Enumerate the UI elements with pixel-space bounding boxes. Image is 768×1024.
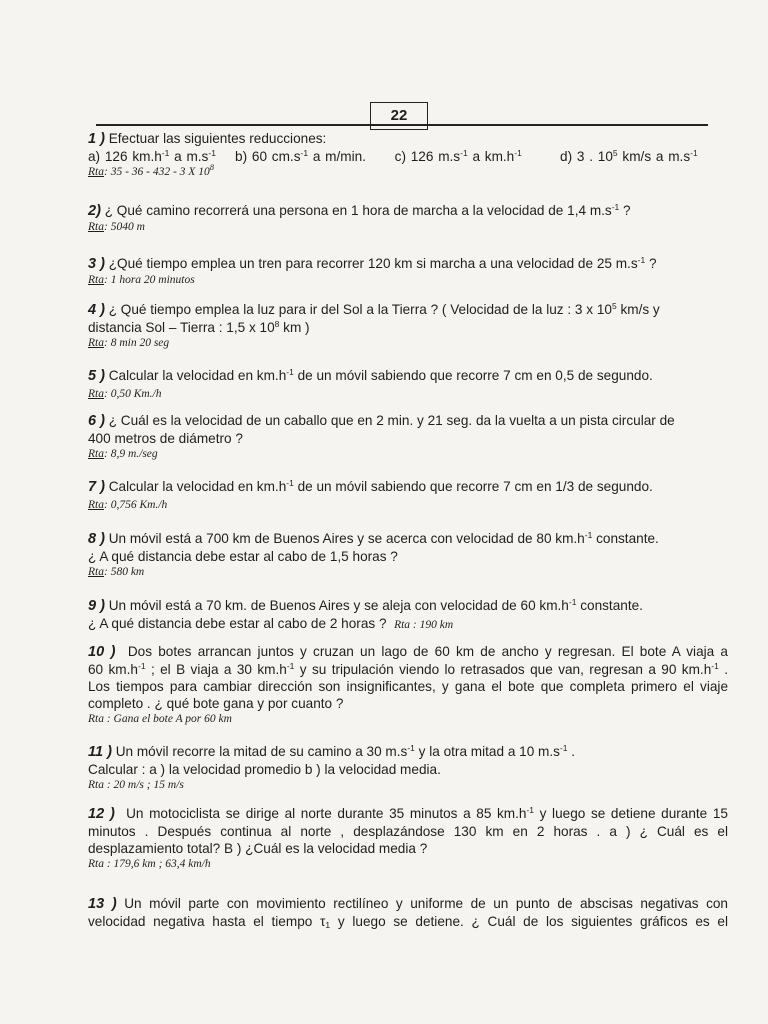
- problem-number: 9 ): [88, 598, 105, 614]
- problem-text: ¿ Cuál es la velocidad de un caballo que en 2 min. y 21 seg. da la vuelta a un pista circular de: [108, 413, 675, 428]
- problem-2: [88, 202, 728, 234]
- answer: Rta: 35 - 36 - 432 - 3 X $10^8$: [88, 162, 214, 178]
- answer: Rta : 179,6 km ; 63,4 km/h: [88, 858, 211, 870]
- problem-text-cont: minutos . Después continua al norte , desplazándose 130 km en 2 horas . a ) ¿ Cuál es el: [88, 824, 728, 839]
- problem-number: 8 ): [88, 531, 105, 547]
- problem-12: [88, 805, 728, 871]
- problem-number: 5 ): [88, 368, 105, 384]
- problem-text-cont: Calcular : a ) la velocidad promedio b ) la velocidad media.: [88, 762, 441, 777]
- problem-number: 3 ): [88, 256, 105, 272]
- item-c: c) 126 $m.s^{-1}$ a $km.h^{-1}$: [394, 148, 522, 164]
- problem-text: ¿Qué tiempo emplea un tren para recorrer 120 km si marcha a una velocidad de 25 $m.s^{-1}$ ?: [108, 255, 657, 271]
- answer: Rta: 580 km: [88, 566, 145, 578]
- problem-text: Calcular la velocidad en $km.h^{-1}$ de un móvil sabiendo que recorre 7 cm en 1/3 de segundo.: [108, 478, 653, 494]
- problem-5: [88, 367, 728, 401]
- problem-text: Un móvil está a 70 km. de Buenos Aires y se aleja con velocidad de 60 $km.h^{-1}$ constante.: [108, 597, 643, 613]
- answer: Rta: 8 min 20 seg: [88, 337, 170, 349]
- answer: Rta : 190 km: [394, 619, 454, 631]
- problem-number: 2): [88, 203, 101, 219]
- page-number: 22: [370, 102, 428, 130]
- answer: Rta: 0,756 Km./h: [88, 499, 168, 511]
- problem-text-cont: ¿ A qué distancia debe estar al cabo de 1,5 horas ?: [88, 549, 398, 564]
- problem-number: 6 ): [88, 413, 105, 429]
- item-d: d) 3 . $10^5$ km/s a $m.s^{-1}$: [560, 148, 698, 164]
- problem-text-cont: distancia Sol – Tierra : 1,5 x $10^8$ km ): [88, 319, 310, 335]
- problem-text-cont: velocidad negativa hasta el tiempo $\tau_1$ y luego se detiene. ¿ Cuál de los siguientes gráficos es el: [88, 914, 728, 930]
- answer: Rta: 5040 m: [88, 221, 145, 233]
- problem-4: [88, 301, 728, 350]
- item-b: b) 60 $cm.s^{-1}$ a m/min.: [235, 148, 366, 164]
- problem-11: [88, 743, 728, 792]
- problem-text: Calcular la velocidad en $km.h^{-1}$ de un móvil sabiendo que recorre 7 cm en 0,5 de segundo.: [108, 367, 653, 383]
- problem-text: Un móvil está a 700 km de Buenos Aires y se acerca con velocidad de 80 $km.h^{-1}$ constante.: [108, 530, 659, 546]
- problem-text: Dos botes arrancan juntos y cruzan un lago de 60 km de ancho y regresan. El bote A viaja a: [127, 644, 728, 659]
- problem-number: 4 ): [88, 302, 105, 318]
- problem-6: [88, 412, 728, 461]
- problem-number: 10 ): [88, 644, 116, 660]
- problem-text: Un motociclista se dirige al norte durante 35 minutos a 85 $km.h^{-1}$ y luego se detiene durante 15: [126, 805, 728, 821]
- problem-13: [88, 895, 728, 930]
- problem-9: [88, 597, 728, 632]
- problem-1: [88, 130, 728, 179]
- problem-text-cont: completo . ¿ qué bote gana y por cuanto ?: [88, 696, 344, 711]
- problem-text: ¿ Qué tiempo emplea la luz para ir del Sol a la Tierra ? ( Velocidad de la luz : 3 x $10^5$ km/s y: [108, 301, 660, 317]
- answer: Rta: 1 hora 20 minutos: [88, 274, 195, 286]
- header-rule: [96, 124, 708, 126]
- problem-text: Efectuar las siguientes reducciones:: [108, 131, 327, 146]
- problem-10: [88, 643, 728, 726]
- problem-number: 13 ): [88, 896, 117, 912]
- problem-text-cont: desplazamiento total? B ) ¿Cuál es la velocidad media ?: [88, 841, 428, 856]
- answer: Rta : Gana el bote A por 60 km: [88, 713, 232, 725]
- problem-8: [88, 530, 728, 579]
- problem-text-cont: Los tiempos para cambiar dirección son insignificantes, y gana el bote que completa primero el viaje: [88, 679, 728, 694]
- problem-text-cont: 60 $km.h^{-1}$ ; el B viaja a 30 $km.h^{-1}$ y su tripulación viendo lo retrasados que van, regresan a 90 $km.h^{-1}$ .: [88, 661, 728, 677]
- problem-7: [88, 478, 728, 512]
- item-a: a) 126 $km.h^{-1}$ a $m.s^{-1}$: [88, 148, 216, 164]
- problem-text: Un móvil parte con movimiento rectilíneo y uniforme de un punto de abscisas negativas con: [124, 896, 728, 911]
- problem-number: 1 ): [88, 131, 105, 147]
- problem-text: Un móvil recorre la mitad de su camino a 30 $m.s^{-1}$ y la otra mitad a 10 $m.s^{-1}$ .: [115, 743, 576, 759]
- problem-number: 7 ): [88, 479, 105, 495]
- answer: Rta : 20 m/s ; 15 m/s: [88, 779, 184, 791]
- problem-text: ¿ Qué camino recorrerá una persona en 1 hora de marcha a la velocidad de 1,4 $m.s^{-1}$ ?: [104, 202, 631, 218]
- answer: Rta: 8,9 m./seg: [88, 448, 158, 460]
- problem-number: 12 ): [88, 806, 115, 822]
- answer: Rta: 0,50 Km./h: [88, 388, 162, 400]
- problem-number: 11 ): [88, 744, 112, 760]
- problem-text-cont: ¿ A qué distancia debe estar al cabo de 2 horas ? Rta : 190 km: [88, 616, 454, 631]
- problem-3: [88, 255, 728, 287]
- problem-text-cont: 400 metros de diámetro ?: [88, 431, 243, 446]
